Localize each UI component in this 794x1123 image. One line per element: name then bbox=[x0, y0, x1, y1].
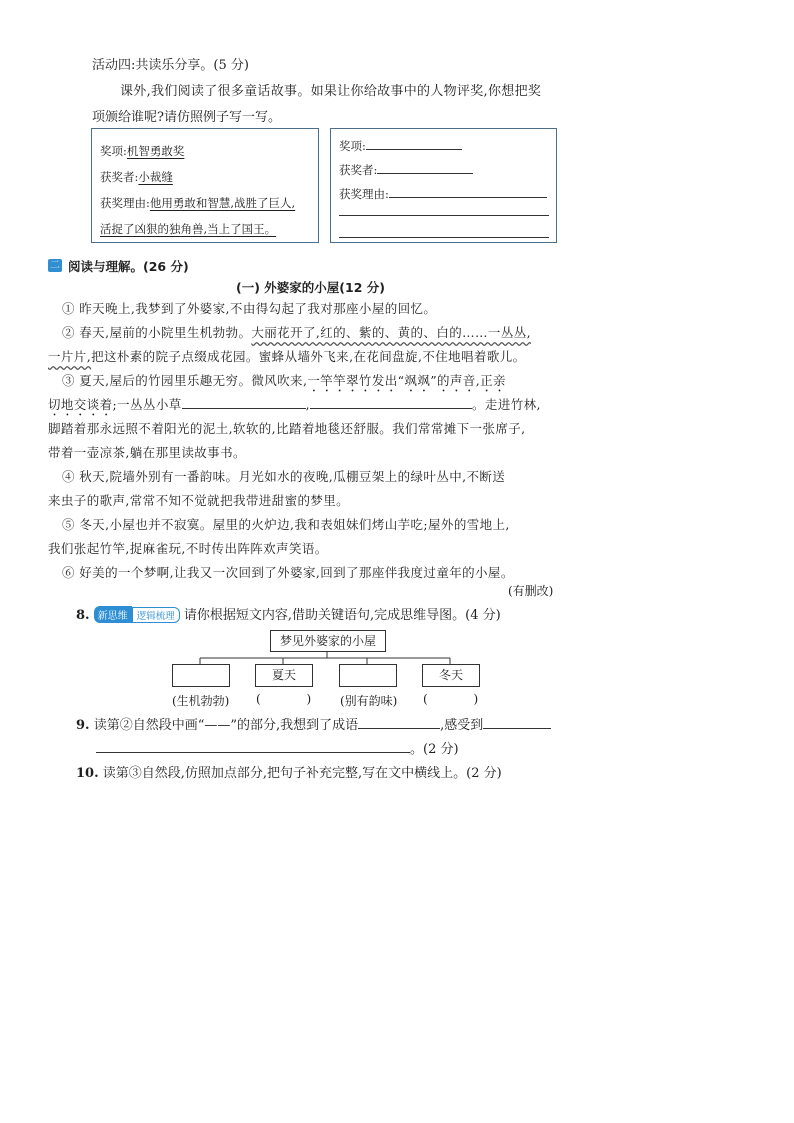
mindmap-label-winter[interactable]: ( ) bbox=[423, 692, 479, 706]
q8-tag-logic: 逻辑梳理 bbox=[132, 607, 180, 623]
q8-text: 请你根据短文内容,借助关键语句,完成思维导图。(4 分) bbox=[183, 608, 501, 623]
paragraph-4-line1: ④ 秋天,院墙外别有一番韵味。月光如水的夜晚,瓜棚豆架上的绿叶丛中,不断送 bbox=[62, 469, 506, 484]
paragraph-5-line1: ⑤ 冬天,小屋也并不寂寞。屋里的火炉边,我和表姐妹们烤山芋吃;屋外的雪地上, bbox=[62, 517, 510, 532]
p2-text-rest: 把这朴素的院子点缀成花园。蜜蜂从墙外飞来,在花间盘旋,不住地唱着歌儿。 bbox=[91, 349, 526, 364]
p3-dotted-phrase-2: 切地交谈着; bbox=[48, 397, 118, 412]
example-winner-label: 获奖者: bbox=[100, 170, 139, 184]
p2-text: ② 春天,屋前的小院里生机勃勃。 bbox=[62, 325, 252, 340]
example-reason-label: 获奖理由: bbox=[100, 196, 150, 210]
example-winner-value: 小裁缝 bbox=[138, 170, 173, 184]
blank-reason-label: 获奖理由: bbox=[339, 187, 389, 201]
paragraph-5-line2: 我们张起竹竿,捉麻雀玩,不时传出阵阵欢声笑语。 bbox=[48, 541, 328, 556]
section-title: 阅读与理解。(26 分) bbox=[68, 259, 189, 274]
example-reason-line2: 活捉了凶狠的独角兽,当上了国王。 bbox=[100, 222, 277, 236]
question-9-line2 bbox=[96, 738, 459, 757]
article-source: (有删改) bbox=[508, 584, 554, 598]
article-title: (一) 外婆家的小屋(12 分) bbox=[236, 280, 385, 295]
p3-grass-text: 一丛丛小草 bbox=[117, 397, 182, 412]
paragraph-3-line4: 带着一壶凉茶,躺在那里读故事书。 bbox=[48, 445, 246, 460]
question-9-line1 bbox=[76, 714, 551, 733]
q10-number: 10. bbox=[76, 766, 99, 781]
paragraph-6: ⑥ 好美的一个梦啊,让我又一次回到了外婆家,回到了那座伴我度过童年的小屋。 bbox=[62, 565, 514, 580]
q9-text-3: 。(2 分) bbox=[410, 742, 459, 757]
blank-award-label: 奖项: bbox=[339, 139, 366, 153]
example-reason-line1: 他用勇敢和智慧,战胜了巨人, bbox=[149, 196, 296, 210]
mindmap-label-autumn: (别有韵味) bbox=[340, 694, 398, 708]
section-badge: 二 bbox=[50, 260, 60, 271]
mindmap-node-winter: 冬天 bbox=[422, 664, 480, 687]
p3-dotted-phrase: 一竿竿翠竹发出“飒飒”的声音,正亲 bbox=[307, 373, 506, 388]
blank-winner-label: 获奖者: bbox=[339, 163, 378, 177]
paragraph-1: ① 昨天晚上,我梦到了外婆家,不由得勾起了我对那座小屋的回忆。 bbox=[62, 301, 437, 316]
q9-feeling-blank-1[interactable] bbox=[483, 716, 551, 729]
example-award-label: 奖项: bbox=[100, 144, 127, 158]
paragraph-4-line2: 来虫子的歌声,常常不知不觉就把我带进甜蜜的梦里。 bbox=[48, 493, 350, 508]
q9-feeling-blank-2[interactable] bbox=[96, 740, 410, 753]
mindmap-node-autumn[interactable] bbox=[339, 664, 397, 687]
q10-text: 读第③自然段,仿照加点部分,把句子补充完整,写在文中横线上。(2 分) bbox=[102, 766, 502, 781]
activity-intro-line2: 项颁给谁呢?请仿照例子写一写。 bbox=[92, 110, 281, 125]
example-award-value: 机智勇敢奖 bbox=[126, 144, 185, 158]
mindmap-node-summer: 夏天 bbox=[255, 664, 313, 687]
activity-title: 活动四:共读乐分享。(5 分) bbox=[92, 58, 249, 73]
mindmap-label-summer[interactable]: ( ) bbox=[256, 692, 312, 706]
q9-number: 9. bbox=[76, 718, 90, 733]
q9-text-2: ,感受到 bbox=[440, 718, 484, 733]
p3-text: ③ 夏天,屋后的竹园里乐趣无穷。微风吹来, bbox=[62, 373, 308, 388]
p3-text-end: 。走进竹林, bbox=[472, 397, 541, 412]
mindmap-root: 梦见外婆家的小屋 bbox=[270, 630, 386, 652]
mindmap-node-spring[interactable] bbox=[172, 664, 230, 687]
mindmap-label-spring: (生机勃勃) bbox=[172, 694, 230, 708]
p3-comma: , bbox=[305, 397, 311, 412]
paragraph-3-line3: 脚踏着那永远照不着阳光的泥土,软软的,比踏着地毯还舒服。我们常常摊下一张席子, bbox=[48, 421, 526, 436]
p2-wave-underline-2: 一片片, bbox=[48, 349, 92, 364]
p2-wave-underline: 大丽花开了,红的、紫的、黄的、白的……一丛丛, bbox=[251, 325, 532, 340]
activity-intro-line1: 课外,我们阅读了很多童话故事。如果让你给故事中的人物评奖,你想把奖 bbox=[120, 84, 542, 99]
question-10 bbox=[76, 762, 502, 781]
q8-tag-new-thinking: 新思维 bbox=[94, 606, 132, 623]
q9-text: 读第②自然段中画“——”的部分,我想到了成语 bbox=[93, 718, 359, 733]
q8-number: 8. bbox=[76, 608, 90, 623]
q9-idiom-blank[interactable] bbox=[358, 716, 440, 729]
